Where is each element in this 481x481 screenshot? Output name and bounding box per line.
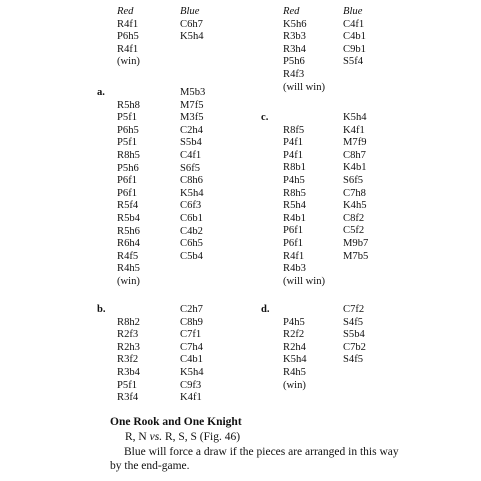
red-move: R3h4 bbox=[283, 43, 306, 55]
blue-move: C5b4 bbox=[180, 250, 203, 262]
blue-move: S5b4 bbox=[180, 137, 202, 149]
section-b-label: b. bbox=[97, 304, 106, 315]
blue-move: M7b5 bbox=[343, 250, 369, 262]
blue-move: K5h4 bbox=[180, 187, 204, 199]
blue-move: C9b1 bbox=[343, 43, 366, 55]
blue-move: K4f1 bbox=[343, 124, 365, 136]
blue-move: C7f2 bbox=[343, 304, 365, 315]
blue-move: C7b2 bbox=[343, 341, 366, 353]
blue-move: C7f1 bbox=[180, 329, 202, 341]
blue-move: M5b3 bbox=[180, 87, 206, 98]
red-move: P6f1 bbox=[283, 225, 304, 237]
red-move: R8h5 bbox=[117, 149, 140, 161]
blue-move: C7h4 bbox=[180, 341, 203, 353]
red-move: R6h4 bbox=[117, 238, 140, 250]
blue-move: C8f2 bbox=[343, 212, 365, 224]
blue-move: C4b1 bbox=[343, 31, 366, 43]
blue-move: C4f1 bbox=[180, 149, 202, 161]
blue-move: C6h5 bbox=[180, 238, 203, 250]
blue-move: C6h7 bbox=[180, 18, 203, 30]
blue-header-right: Blue bbox=[343, 6, 363, 17]
blue-move: C8h7 bbox=[343, 149, 366, 161]
red-move: P4f1 bbox=[283, 149, 304, 161]
blue-move: K5h4 bbox=[180, 31, 204, 43]
red-move: R5h4 bbox=[283, 200, 306, 212]
red-move: R4b1 bbox=[283, 212, 306, 224]
blue-move: S6f5 bbox=[180, 162, 201, 174]
red-move: R5b4 bbox=[117, 212, 140, 224]
red-move: P5f1 bbox=[117, 137, 138, 149]
blue-move: C4f1 bbox=[343, 18, 365, 30]
blue-move: C2h7 bbox=[180, 304, 203, 315]
subtitle-vs: vs. bbox=[149, 431, 163, 443]
body-paragraph: Blue will force a draw if the pieces are arranged in this way by the end-game. bbox=[110, 446, 399, 472]
red-move: P6f1 bbox=[117, 175, 138, 187]
red-header-right: Red bbox=[283, 6, 300, 17]
section-subtitle bbox=[125, 431, 240, 443]
blue-move: C4b1 bbox=[180, 354, 203, 366]
red-move: R5f4 bbox=[117, 200, 139, 212]
red-move: (will win) bbox=[283, 275, 326, 287]
red-move: P5f1 bbox=[117, 112, 138, 124]
red-move: P4h5 bbox=[283, 316, 305, 328]
blue-move: M7f5 bbox=[180, 99, 204, 111]
blue-move: K5h4 bbox=[180, 366, 204, 378]
blue-move: M7f9 bbox=[343, 137, 367, 149]
blue-move: C9f3 bbox=[180, 379, 202, 391]
blue-move: C8h6 bbox=[180, 175, 203, 187]
section-a-label: a. bbox=[97, 87, 105, 98]
blue-move: M9b7 bbox=[343, 237, 369, 249]
red-move: P4h5 bbox=[283, 174, 305, 186]
red-move: R4b3 bbox=[283, 263, 306, 275]
red-move: R4f1 bbox=[117, 43, 139, 55]
red-move: P4f1 bbox=[283, 137, 304, 149]
subtitle-right: R, S, S (Fig. 46) bbox=[164, 431, 241, 443]
red-move: (win) bbox=[117, 56, 140, 68]
blue-move: K5h4 bbox=[343, 112, 367, 123]
red-move: R4f1 bbox=[117, 18, 139, 30]
blue-move: S5f4 bbox=[343, 56, 364, 68]
blue-move: K4h5 bbox=[343, 200, 367, 212]
blue-move: C7h8 bbox=[343, 187, 366, 199]
red-move: R2f2 bbox=[283, 329, 305, 341]
blue-move: C4b2 bbox=[180, 225, 203, 237]
red-move: R4f5 bbox=[117, 250, 139, 262]
red-move: R8b1 bbox=[283, 162, 306, 174]
blue-move: K4b1 bbox=[343, 162, 367, 174]
red-move: R8h2 bbox=[117, 316, 140, 328]
red-move: (win) bbox=[117, 275, 140, 287]
blue-move: C5f2 bbox=[343, 225, 365, 237]
red-move: K5h6 bbox=[283, 18, 307, 30]
red-move: R4f3 bbox=[283, 68, 305, 80]
section-title: One Rook and One Knight bbox=[110, 416, 242, 428]
red-move: P6h5 bbox=[117, 31, 139, 43]
red-move: R3f2 bbox=[117, 354, 139, 366]
blue-move: S5b4 bbox=[343, 329, 365, 341]
blue-move: M3f5 bbox=[180, 112, 204, 124]
red-move: R3f4 bbox=[117, 392, 139, 404]
red-move: R4h5 bbox=[117, 263, 140, 275]
blue-move: C6f3 bbox=[180, 200, 202, 212]
blue-move: C6b1 bbox=[180, 212, 203, 224]
section-c-label: c. bbox=[261, 112, 269, 123]
red-move: K5h4 bbox=[283, 354, 307, 366]
red-move: R2f3 bbox=[117, 329, 139, 341]
blue-header: Blue bbox=[180, 6, 200, 17]
red-move: R5h6 bbox=[117, 225, 140, 237]
blue-move: S6f5 bbox=[343, 174, 364, 186]
blue-move: C2h4 bbox=[180, 124, 203, 136]
red-move: R5h8 bbox=[117, 99, 140, 111]
red-move: R3b3 bbox=[283, 31, 306, 43]
red-move: P5h6 bbox=[283, 56, 305, 68]
blue-move: K4f1 bbox=[180, 392, 202, 404]
blue-move: S4f5 bbox=[343, 354, 364, 366]
red-move: R2h3 bbox=[117, 341, 140, 353]
red-move: R4f1 bbox=[283, 250, 305, 262]
subtitle-left: R, N bbox=[125, 431, 147, 443]
red-header: Red bbox=[117, 6, 134, 17]
red-move: P6f1 bbox=[117, 187, 138, 199]
red-move: P5h6 bbox=[117, 162, 139, 174]
blue-move: S4f5 bbox=[343, 316, 364, 328]
red-move: R4h5 bbox=[283, 366, 306, 378]
red-move: (will win) bbox=[283, 81, 326, 93]
section-d-label: d. bbox=[261, 304, 270, 315]
red-move: P6h5 bbox=[117, 124, 139, 136]
blue-move: C8h9 bbox=[180, 316, 203, 328]
red-move: P5f1 bbox=[117, 379, 138, 391]
red-move: R3b4 bbox=[117, 366, 140, 378]
red-move: R2h4 bbox=[283, 341, 306, 353]
red-move: (win) bbox=[283, 379, 306, 391]
red-move: R8f5 bbox=[283, 124, 305, 136]
red-move: R8h5 bbox=[283, 187, 306, 199]
red-move: P6f1 bbox=[283, 237, 304, 249]
